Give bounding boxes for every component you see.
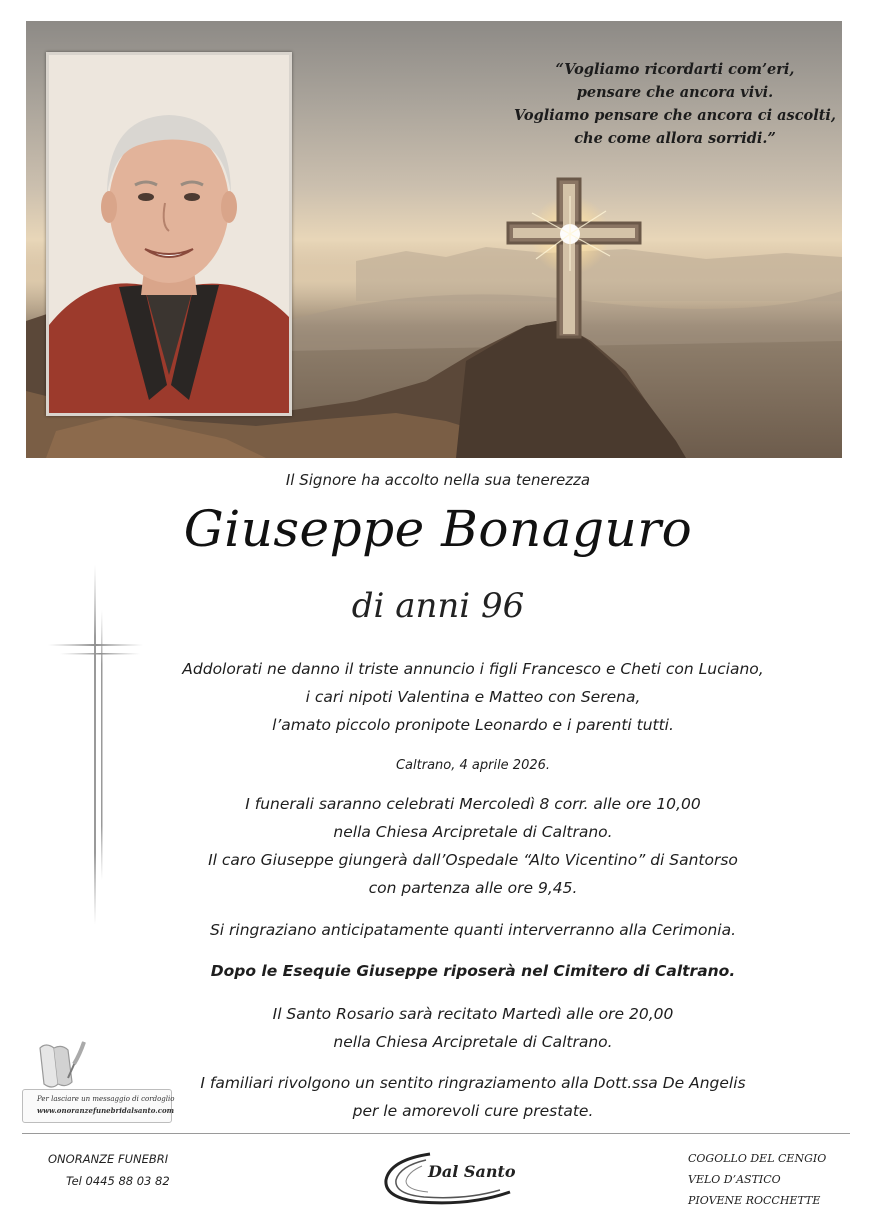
closing-line: per le amorevoli cure prestate. — [352, 1102, 594, 1120]
scroll-quill-icon — [32, 1038, 92, 1094]
funeral-line: con partenza alle ore 9,45. — [368, 879, 578, 897]
rosary-line: nella Chiesa Arcipretale di Caltrano. — [333, 1033, 613, 1051]
quote-line: pensare che ancora vivi. — [576, 84, 774, 101]
location-line: COGOLLO DEL CENGIO — [688, 1152, 827, 1165]
burial-text: Dopo le Esequie Giuseppe riposerà nel Cimitero di Caltrano. — [210, 962, 736, 980]
closing-line: I familiari rivolgono un sentito ringraziamento alla Dott.ssa De Angelis — [200, 1074, 746, 1092]
funeral-line: Il caro Giuseppe giungerà dall’Ospedale “Alto Vicentino” di Santorso — [208, 851, 738, 869]
dal-santo-logo — [380, 1148, 530, 1208]
funeral-line: nella Chiesa Arcipretale di Caltrano. — [333, 823, 613, 841]
thanks-text: Si ringraziano anticipatamente quanti interverranno alla Cerimonia. — [209, 921, 737, 939]
funeral-home-phone: Tel 0445 88 03 82 — [66, 1174, 170, 1188]
condolence-box[interactable] — [22, 1038, 175, 1126]
quote-line: “Vogliamo ricordarti com’eri, — [555, 61, 795, 78]
logo-text: Dal Santo — [428, 1162, 516, 1181]
closing-thanks — [150, 1069, 796, 1125]
condolence-caption — [22, 1089, 175, 1123]
funeral-home-title: ONORANZE FUNEBRI — [48, 1152, 169, 1166]
quote-line: che come allora sorridi.” — [574, 130, 776, 147]
place-date — [150, 752, 796, 780]
funeral-details — [150, 790, 796, 902]
rosary-details — [150, 1000, 796, 1056]
quote-line: Vogliamo pensare che ancora ci ascolti, — [514, 107, 836, 124]
place-date-text: Caltrano, 4 aprile 2026. — [395, 758, 551, 773]
funeral-line: I funerali saranno celebrati Mercoledì 8 corr. alle ore 10,00 — [245, 795, 701, 813]
family-announcement — [150, 655, 796, 739]
family-line: i cari nipoti Valentina e Matteo con Serena, — [305, 688, 641, 706]
location-line: PIOVENE ROCCHETTE — [688, 1194, 821, 1207]
footer-divider — [22, 1133, 850, 1134]
burial-line — [150, 957, 796, 985]
decorative-cross-icon — [40, 565, 150, 925]
deceased-name: Giuseppe Bonaguro — [183, 500, 693, 558]
thanks-line — [150, 916, 796, 944]
location-line: VELO D’ASTICO — [688, 1173, 781, 1186]
hero-quote — [510, 58, 840, 150]
family-line: Addolorati ne danno il triste annuncio i figli Francesco e Cheti con Luciano, — [182, 660, 764, 678]
deceased-portrait — [46, 52, 292, 416]
condolence-url[interactable]: www.onoranzefunebridalsanto.com — [37, 1106, 175, 1115]
deceased-age: di anni 96 — [351, 586, 525, 626]
intro-line: Il Signore ha accolto nella sua tenerezza — [285, 471, 591, 489]
family-line: l’amato piccolo pronipote Leonardo e i parenti tutti. — [272, 716, 674, 734]
funeral-home-locations — [688, 1148, 826, 1211]
funeral-home-contact — [48, 1148, 170, 1192]
rosary-line: Il Santo Rosario sarà recitato Martedì alle ore 20,00 — [272, 1005, 674, 1023]
condolence-text: Per lasciare un messaggio di cordoglio — [37, 1095, 175, 1103]
